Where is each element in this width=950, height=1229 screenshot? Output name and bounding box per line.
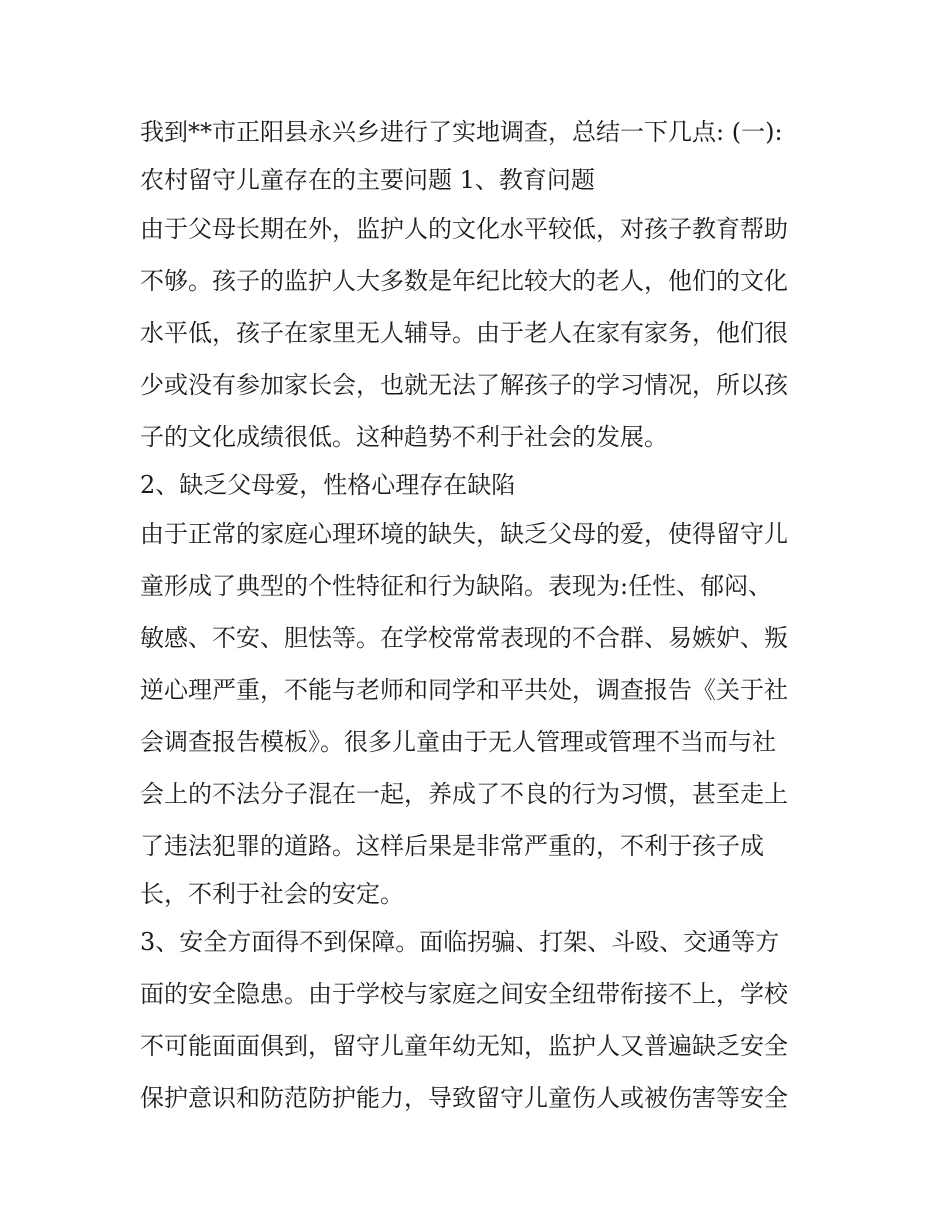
section-heading-3: 3、安全方面得不到保障。面临拐骗、打架、斗殴、交通等方 — [140, 928, 780, 956]
body-line: 会调查报告模板》。很多儿童由于无人管理或管理不当而与社 — [140, 728, 776, 756]
body-line: 敏感、不安、胆怯等。在学校常常表现的不合群、易嫉妒、叛 — [140, 624, 788, 652]
body-line: 不可能面面俱到，留守儿童年幼无知，监护人又普遍缺乏安全 — [140, 1032, 788, 1060]
intro-line: 我到**市正阳县永兴乡进行了实地调查，总结一下几点: (一): — [140, 118, 783, 146]
body-line: 少或没有参加家长会，也就无法了解孩子的学习情况，所以孩 — [140, 371, 788, 399]
body-line: 童形成了典型的个性特征和行为缺陷。表现为:任性、郁闷、 — [140, 572, 773, 600]
body-line: 长，不利于社会的安定。 — [140, 880, 404, 908]
body-line: 由于正常的家庭心理环境的缺失，缺乏父母的爱，使得留守儿 — [140, 520, 788, 548]
body-line: 了违法犯罪的道路。这样后果是非常严重的，不利于孩子成 — [140, 832, 764, 860]
body-line: 面的安全隐患。由于学校与家庭之间安全纽带衔接不上，学校 — [140, 980, 788, 1008]
body-line: 逆心理严重，不能与老师和同学和平共处，调查报告《关于社 — [140, 676, 788, 704]
body-line: 不够。孩子的监护人大多数是年纪比较大的老人，他们的文化 — [140, 267, 788, 295]
body-line: 会上的不法分子混在一起，养成了不良的行为习惯，甚至走上 — [140, 780, 788, 808]
body-line: 子的文化成绩很低。这种趋势不利于社会的发展。 — [140, 423, 668, 451]
body-line: 水平低，孩子在家里无人辅导。由于老人在家有家务，他们很 — [140, 319, 788, 347]
body-line: 由于父母长期在外，监护人的文化水平较低，对孩子教育帮助 — [140, 215, 788, 243]
section-heading-2: 2、缺乏父母爱，性格心理存在缺陷 — [140, 471, 516, 499]
body-line: 保护意识和防范防护能力，导致留守儿童伤人或被伤害等安全 — [140, 1084, 788, 1112]
section-heading-1: 农村留守儿童存在的主要问题 1、教育问题 — [140, 166, 595, 194]
